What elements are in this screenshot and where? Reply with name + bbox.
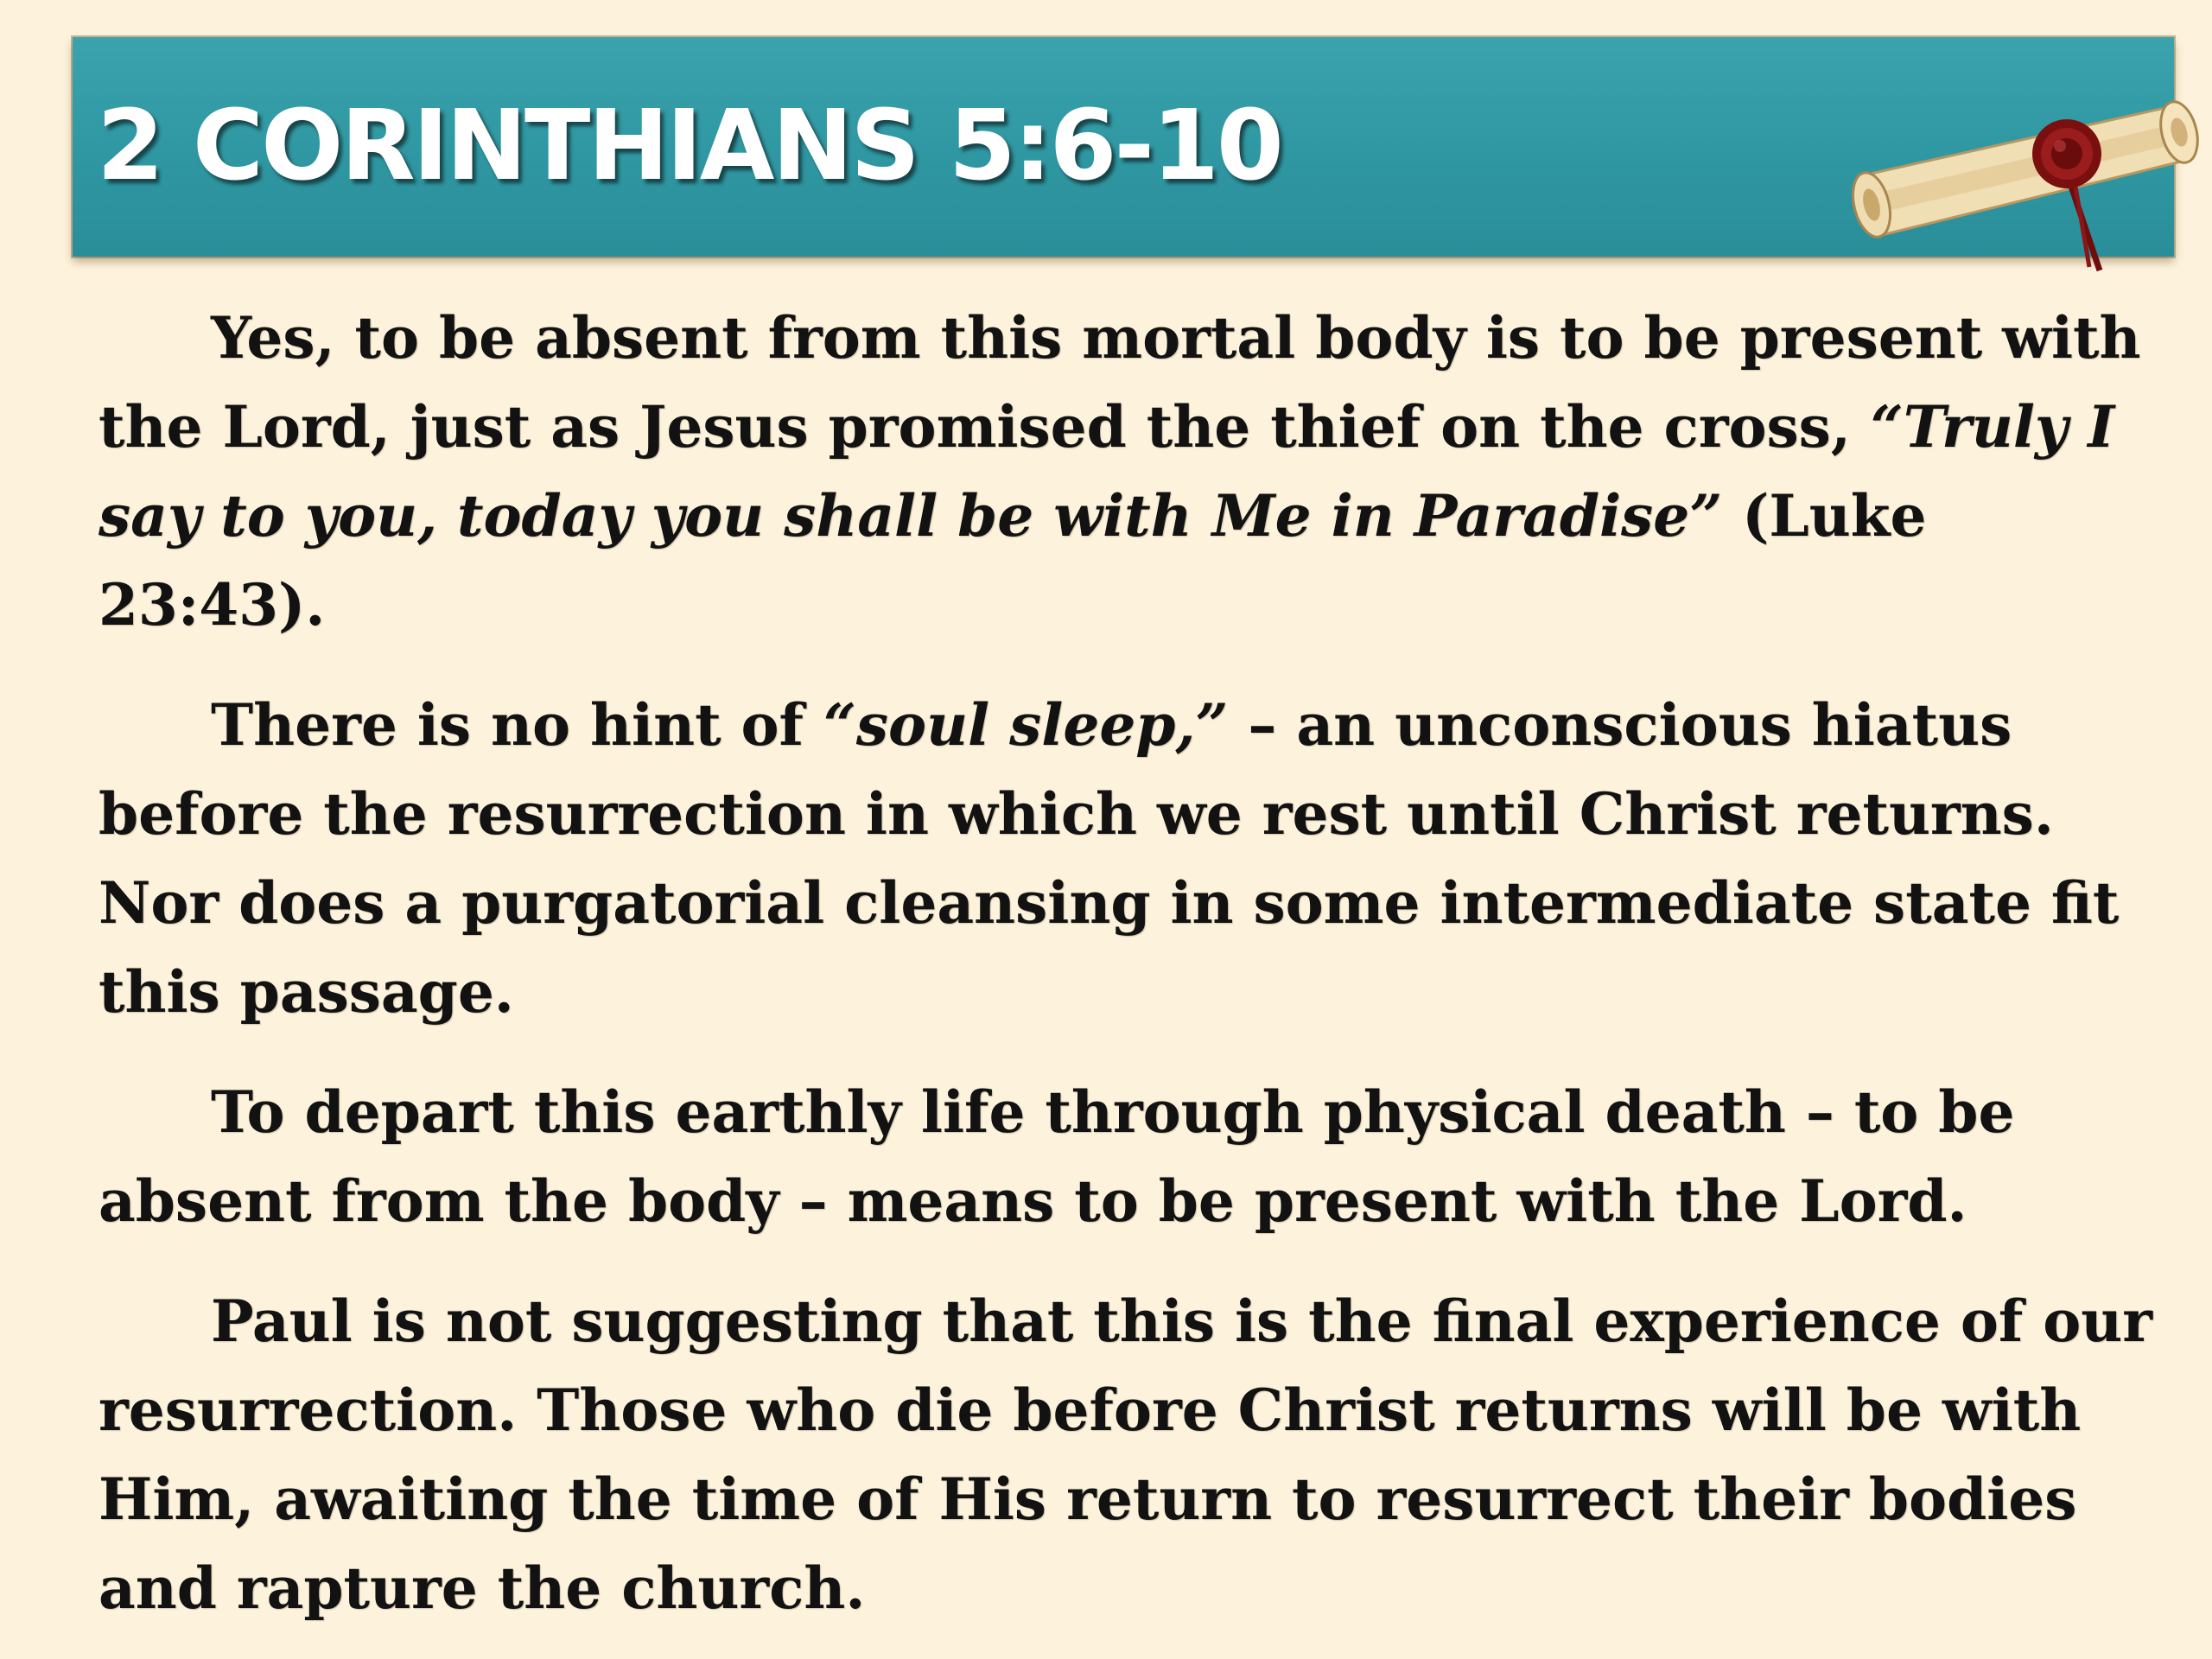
slide-body [99, 294, 2155, 1633]
paragraph-absent-from-body [99, 294, 2155, 650]
paragraph-text: There is no hint of [211, 691, 823, 759]
title-banner [73, 37, 2174, 257]
paragraph-text: Yes, to be absent from this mortal body is to be present with the Lord, just as Jesus promised the thief on the cross, [99, 304, 2141, 461]
paragraph-resurrection: Paul is not suggesting that this is the final experience of our resurrection. Those who die before Christ returns will be with Him, awaiting the time of His return to resurrect their bodies and rapture the church. [99, 1287, 2153, 1622]
paragraph-soul-sleep [99, 681, 2155, 1037]
paragraph-depart-life: To depart this earthly life through physical death – to be absent from the body – means to be present with the Lord. [99, 1078, 2015, 1235]
scripture-quote: “Truly I say to you, today you shall be with Me in Paradise” [99, 393, 2115, 550]
paragraph-text: – an unconscious hiatus before the resurrection in which we rest until Christ returns. Nor does a purgatorial cleansing in some intermediate state fit this passage. [99, 691, 2120, 1026]
page-title: 2 CORINTHIANS 5:6-10 [97, 90, 1281, 202]
paragraph-text: (Luke 23:43). [99, 482, 1927, 639]
soul-sleep-term: “soul sleep,” [823, 691, 1229, 759]
sealed-scroll-icon [1844, 63, 2212, 305]
